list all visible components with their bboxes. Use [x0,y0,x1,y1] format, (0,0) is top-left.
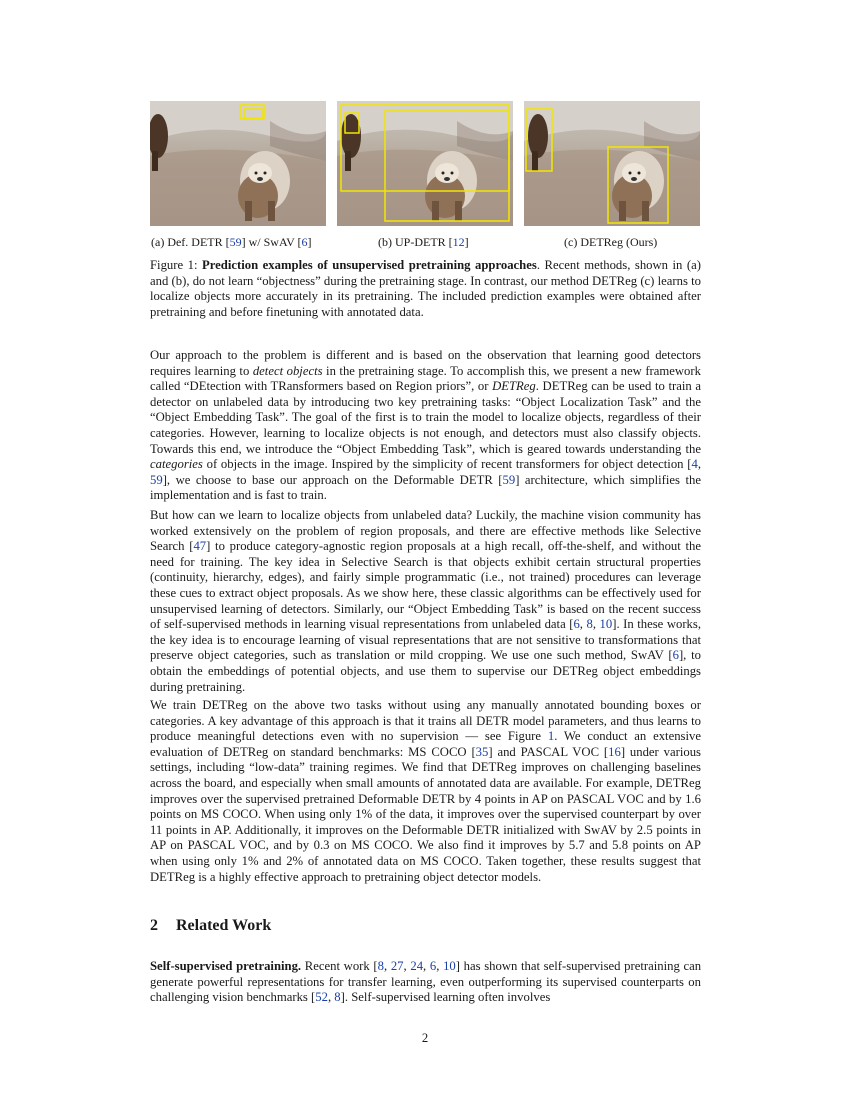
text: ]. In these works, the key idea is to encourage learning of visual representations that are not sensitive to transformations that preserve object categories, such as translation or mild cropping. We use one such method, SwAV [ [150,617,702,663]
section-title: Related Work [176,917,272,934]
subcaption-text: (c) DETReg (Ours) [564,235,658,249]
emphasis: detect objects [252,363,323,378]
text: ] and PASCAL VOC [ [488,744,609,759]
text: . We conduct an extensive evaluation of DETReg on standard benchmarks: MS COCO [ [150,729,701,759]
text: , [327,990,335,1005]
paragraph-related-work [150,959,701,1006]
figure-panel-c [524,101,700,226]
citation-link[interactable]: 8 [377,959,384,973]
text: , [579,617,587,632]
paragraph-localize [150,508,701,695]
citation-link[interactable]: 6 [301,235,308,249]
subcaption-text: ] [307,235,312,249]
citation-link[interactable]: 12 [452,235,465,249]
subcaption-text: (a) Def. DETR [ [151,235,230,249]
text: , [592,617,600,632]
text: . DETReg can be used to train a detector on unlabeled data by introducing two key pretraining tasks: “Object Localization Task” and the “Object Embedding Task”. The goal of the first is to train the model to localize objects, regardless of their categories. However, learning to localize objects is not enough, and detectors must also classify objects. Towards this end, we introduce the “Object Embedding Task”, which is geared towards understanding the [150,379,701,456]
text: We train DETReg on the above two tasks without using any manually annotated bounding boxes or categories. A key advantage of this approach is that it trains all DETR model parameters, and thus learns to produce meaningful detections even with no supervision — see Figure [150,698,701,744]
subcaption-c [564,235,657,250]
caption-title: Prediction examples of unsupervised pretraining approaches [202,258,537,272]
citation-link[interactable]: 27 [390,959,404,973]
emphasis: DETReg [492,379,536,394]
text: But how can we learn to localize objects from unlabeled data? Luckily, the machine vision community has worked extensively on the problem of region proposals, and there are effective methods like Selective Search [ [150,508,701,554]
text: , [423,959,430,973]
text: ], to obtain the embeddings of potential objects, and use them to supervise our DETReg object embeddings during pretraining. [150,648,701,694]
citation-link[interactable]: 4 [691,457,698,472]
subcaption-text: ] [464,235,469,249]
figure-panel-b [337,101,513,226]
text: ] has shown that self-supervised pretraining can generate powerful representations for transfer learning, even outperforming its supervised counterparts on challenging vision benchmarks [ [150,959,702,1005]
figure-ref-link[interactable]: 1 [547,729,555,744]
text: ] architecture, which simplifies the implementation and is fast to train. [150,472,701,503]
text: Our approach to the problem is different and is based on the observation that learning good detectors requires learning to [150,348,701,378]
figure-1 [150,101,700,226]
figure-panel-a [150,101,326,226]
citation-link[interactable]: 8 [586,617,593,632]
citation-link[interactable]: 47 [193,539,207,554]
text: , [383,959,391,973]
emphasis: categories [150,457,203,472]
bear-photo-c [524,101,700,226]
text: , [697,457,701,472]
citation-link[interactable]: 52 [315,990,328,1005]
subcaption-b [378,235,469,250]
text: ], we choose to base our approach on the Deformable DETR [ [162,472,503,487]
citation-link[interactable]: 6 [429,959,437,973]
section-number: 2 [150,917,158,934]
citation-link[interactable]: 6 [672,648,679,663]
citation-link[interactable]: 16 [608,744,621,759]
citation-link[interactable]: 10 [443,959,456,973]
bear-photo-a [150,101,326,226]
citation-link[interactable]: 24 [410,959,424,973]
subcaption-text: ] w/ SwAV [ [241,235,302,249]
citation-link[interactable]: 59 [150,472,163,487]
subcaption-a [151,235,312,250]
citation-link[interactable]: 8 [334,990,341,1005]
subcaption-text: (b) UP-DETR [ [378,235,453,249]
paragraph-approach [150,348,701,504]
text: Recent work [ [301,959,378,973]
text: in the pretraining stage. To accomplish this, we present a new framework called “DEtection with TRansformers based on Region priors”, or [150,363,701,394]
citation-link[interactable]: 35 [475,744,489,759]
citation-link[interactable]: 10 [599,617,613,632]
citation-link[interactable]: 59 [502,472,516,487]
paragraph-train [150,698,701,885]
section-heading [150,917,271,935]
text: , [403,959,411,973]
text: , [436,959,444,973]
caption-text: . Recent methods, shown in (a) and (b), do not learn “objectness” during the pretraining stage. In contrast, our method DETReg (c) learns to localize objects more accurately in its pretraining. The included prediction examples were obtained after pretraining and before finetuning with annotated data. [150,258,701,319]
citation-link[interactable]: 59 [229,235,242,249]
paragraph-heading: Self-supervised pretraining. [150,959,302,973]
caption-label: Figure 1: [150,258,203,272]
page-number: 2 [421,1031,429,1045]
citation-link[interactable]: 6 [573,617,580,632]
text: ] under various settings, including “low-data” training regimes. We find that DETReg improves on challenging baselines across the board, and especially when small amounts of annotated data are available. For example, DETReg improves over the supervised pretrained Deformable DETR by 4 points in AP on PASCAL VOC and by 1.6 points on MS COCO. When using only 1% of the data, it improves over the supervised counterpart by over 11 points in AP. Additionally, it improves on the Deformable DETR initialized with SwAV by 2.5 points in AP on PASCAL VOC, and by 0.3 on MS COCO. We also find it improves by 5.7 and 5.8 points on AP when using only 1% and 2% of annotated data on MS COCO. Taken together, these results suggest that DETReg is a highly effective approach to pretraining object detector models. [150,744,701,884]
bear-photo-b [337,101,513,226]
text: ] to produce category-agnostic region proposals at a high recall, off-the-shelf, and without the need for training. The key idea in Selective Search is that objects exhibit certain structural properties (continuity, hierarchy, edges), and fairly simple programmatic (i.e., not trained) procedures can leverage these cues to extract object proposals. As we show here, these classic algorithms can be effectively used for unsupervised learning of detectors. Similarly, our “Object Embedding Task” is based on the recent success of self-supervised methods in learning visual representations from unlabeled data [ [150,539,701,632]
text: ]. Self-supervised learning often involves [340,990,551,1005]
figure-caption [150,258,701,320]
text: of objects in the image. Inspired by the simplicity of recent transformers for object detection [ [202,457,692,472]
